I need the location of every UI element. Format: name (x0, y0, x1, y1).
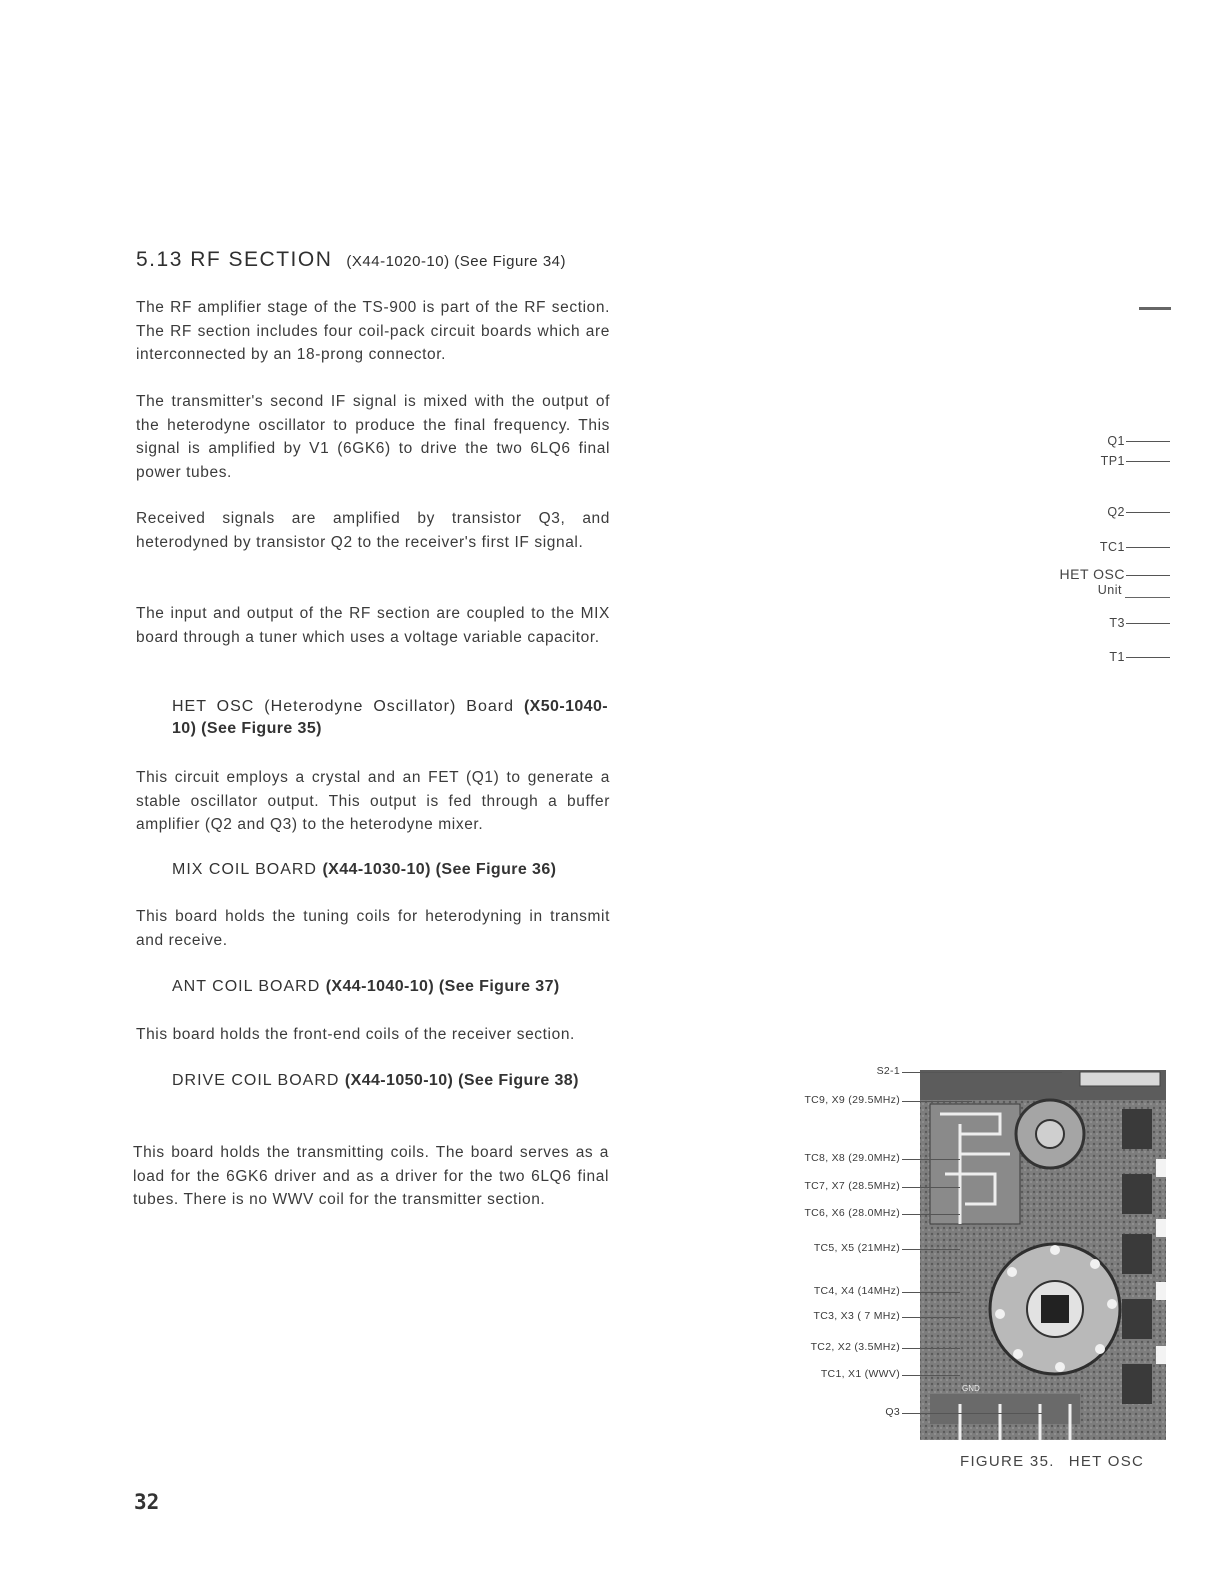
leader-tc4 (902, 1292, 960, 1293)
margin-label-tc1: TC1 (1060, 540, 1170, 554)
paragraph-mix-coil: This board holds the tuning coils for heterodyning in transmit and receive. (136, 908, 610, 949)
margin-label-unit: Unit (1097, 583, 1122, 597)
margin-label-t3: T3 (1060, 616, 1170, 630)
subheading-het-osc (172, 696, 608, 740)
margin-label-q1: Q1 (1060, 434, 1170, 448)
board-gnd-text: GND (962, 1384, 980, 1393)
leader-tc5 (902, 1249, 960, 1250)
subheading-mix-coil-ref: (X44-1030-10) (See Figure 36) (322, 861, 557, 878)
fig-label-s2-1: S2-1 (876, 1065, 900, 1077)
heading-ref: (X44-1020-10) (See Figure 34) (346, 253, 566, 270)
subheading-ant-coil (172, 976, 608, 998)
section-heading (136, 248, 566, 272)
subheading-het-osc-ref: (X50-1040-10) (See Figure 35) (172, 698, 608, 737)
figure-35-photo (900, 1064, 1166, 1442)
paragraph-received-signals: Received signals are amplified by transistor Q3, and heterodyned by transistor Q2 to the receiver's first IF signal. (136, 510, 610, 551)
fig-label-tc9: TC9, X9 (29.5MHz) (804, 1094, 900, 1106)
fig-label-tc6: TC6, X6 (28.0MHz) (804, 1207, 900, 1219)
subheading-ant-coil-title: ANT COIL BOARD (172, 978, 321, 995)
leader-s2-1 (902, 1072, 1062, 1073)
fig-label-tc7: TC7, X7 (28.5MHz) (804, 1180, 900, 1192)
fig-label-tc8: TC8, X8 (29.0MHz) (804, 1152, 900, 1164)
subheading-het-osc-title: HET OSC (Heterodyne Oscillator) Board (172, 698, 514, 715)
figure-caption (960, 1453, 1158, 1470)
subheading-ant-coil-ref: (X44-1040-10) (See Figure 37) (325, 978, 560, 995)
paragraph-het-osc: This circuit employs a crystal and an FET (Q1) to generate a stable oscillator output. This output is fed through a buffer amplifier (Q2 and Q3) to the heterodyne mixer. (136, 769, 610, 833)
subheading-drive-coil (172, 1070, 608, 1092)
leader-tc2 (902, 1348, 960, 1349)
margin-unit-rule (1125, 597, 1170, 598)
margin-label-t1: T1 (1060, 650, 1170, 664)
fig-label-tc3: TC3, X3 ( 7 MHz) (813, 1310, 900, 1322)
margin-label-q2: Q2 (1060, 505, 1170, 519)
margin-label-het-osc: HET OSC (1030, 566, 1170, 582)
paragraph-ant-coil: This board holds the front-end coils of the receiver section. (136, 1026, 575, 1043)
heading-title: 5.13 RF SECTION (136, 248, 333, 271)
leader-tc8 (902, 1159, 960, 1160)
margin-arrow-mark (1139, 307, 1171, 310)
fig-label-tc4: TC4, X4 (14MHz) (813, 1285, 900, 1297)
page-number: 32 (134, 1490, 160, 1514)
leader-tc9 (902, 1101, 972, 1102)
figure-caption-number: FIGURE 35. (960, 1453, 1055, 1470)
subheading-drive-coil-title: DRIVE COIL BOARD (172, 1072, 340, 1089)
fig-label-q3: Q3 (885, 1406, 900, 1418)
leader-tc3 (902, 1317, 960, 1318)
leader-tc7 (902, 1187, 960, 1188)
figure-caption-title: HET OSC (1068, 1453, 1145, 1470)
paragraph-drive-coil: This board holds the transmitting coils. The board serves as a load for the 6GK6 driver and as a driver for the two 6LQ6 final tubes. There is no WWV coil for the transmitter section. (133, 1144, 609, 1208)
leader-tc6 (902, 1214, 960, 1215)
subheading-mix-coil (172, 859, 608, 881)
subheading-mix-coil-title: MIX COIL BOARD (172, 861, 317, 878)
paragraph-input-output: The input and output of the RF section are coupled to the MIX board through a tuner which uses a voltage variable capacitor. (136, 605, 610, 646)
margin-label-tp1: TP1 (1060, 454, 1170, 468)
leader-q3 (902, 1413, 1042, 1414)
paragraph-transmitter-if: The transmitter's second IF signal is mixed with the output of the heterodyne oscillator to produce the final frequency. This signal is amplified by V1 (6GK6) to drive the two 6LQ6 final power tubes. (136, 393, 610, 481)
paragraph-rf-amplifier: The RF amplifier stage of the TS-900 is part of the RF section. The RF section includes four coil-pack circuit boards which are interconnected by an 18-prong connector. (136, 299, 610, 363)
subheading-drive-coil-ref: (X44-1050-10) (See Figure 38) (344, 1072, 579, 1089)
fig-label-tc1: TC1, X1 (WWV) (820, 1368, 900, 1380)
fig-label-tc2: TC2, X2 (3.5MHz) (810, 1341, 900, 1353)
fig-label-tc5: TC5, X5 (21MHz) (813, 1242, 900, 1254)
leader-tc1 (902, 1375, 960, 1376)
